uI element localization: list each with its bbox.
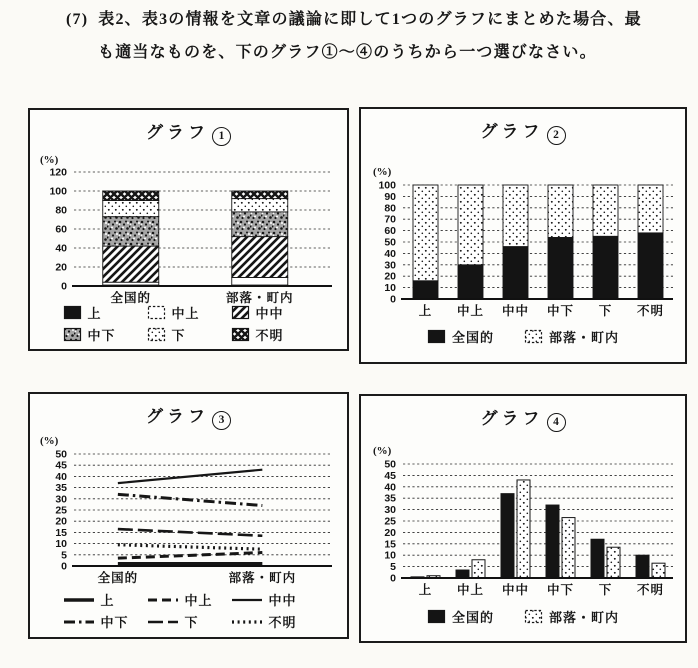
x-axis-label: 上 bbox=[418, 304, 433, 318]
y-tick-label: 0 bbox=[390, 572, 396, 585]
bar-segment bbox=[548, 237, 573, 299]
legend-line-swatch-icon bbox=[63, 616, 95, 628]
bar-segment bbox=[232, 237, 288, 278]
x-axis-label: 中上 bbox=[456, 583, 485, 597]
bar-segment bbox=[638, 233, 663, 299]
bar bbox=[607, 547, 620, 578]
legend-label: 上 bbox=[87, 306, 102, 321]
legend-line-swatch-icon bbox=[147, 594, 179, 606]
circled-number-icon: 1 bbox=[212, 127, 231, 146]
y-tick-label: 20 bbox=[384, 270, 396, 283]
bar-segment bbox=[103, 246, 159, 282]
bar-segment bbox=[458, 185, 483, 265]
bar-segment bbox=[503, 247, 528, 299]
graph2-panel bbox=[359, 107, 687, 364]
y-tick-label: 20 bbox=[384, 526, 396, 539]
y-tick-label: 60 bbox=[384, 225, 396, 238]
y-tick-label: 80 bbox=[55, 204, 67, 217]
legend-swatch-icon bbox=[147, 327, 166, 342]
graph2-chart bbox=[361, 109, 685, 362]
graph4-legend bbox=[367, 607, 679, 626]
y-tick-label: 30 bbox=[384, 504, 396, 517]
bar bbox=[546, 505, 559, 578]
legend-item bbox=[147, 325, 231, 344]
bar bbox=[652, 563, 665, 578]
x-axis-label: 中上 bbox=[456, 304, 485, 318]
x-axis-label: 下 bbox=[598, 583, 613, 597]
y-tick-label: 0 bbox=[61, 560, 67, 573]
legend-item bbox=[231, 325, 315, 344]
x-axis-label: 中下 bbox=[546, 583, 575, 597]
legend-line-swatch-icon bbox=[147, 616, 179, 628]
legend-item bbox=[524, 327, 619, 346]
legend-item bbox=[427, 607, 494, 626]
unit-label: (%) bbox=[40, 154, 59, 166]
y-tick-label: 100 bbox=[49, 185, 67, 198]
legend-label: 全国的 bbox=[451, 330, 494, 345]
data-line bbox=[118, 494, 262, 505]
legend-item bbox=[147, 612, 231, 631]
x-axis-label: 中中 bbox=[501, 304, 530, 318]
bars bbox=[103, 191, 288, 286]
y-tick-label: 45 bbox=[384, 469, 396, 482]
legend-label: 中下 bbox=[87, 328, 116, 343]
y-tick-label: 40 bbox=[55, 242, 67, 255]
y-tick-label: 15 bbox=[384, 538, 396, 551]
graph3-legend bbox=[36, 590, 341, 631]
bar-segment bbox=[548, 185, 573, 237]
bar-segment bbox=[593, 236, 618, 299]
legend-item bbox=[63, 590, 147, 609]
legend-item bbox=[231, 590, 315, 609]
graph4-panel bbox=[359, 394, 687, 643]
legend-label: 部落・町内 bbox=[549, 610, 620, 625]
graph3-panel bbox=[28, 392, 349, 639]
question-block bbox=[66, 10, 676, 63]
legend-label: 中下 bbox=[100, 615, 129, 630]
y-tick-label: 40 bbox=[384, 247, 396, 260]
legend-item bbox=[63, 325, 147, 344]
legend-item bbox=[231, 612, 315, 631]
graph1-legend bbox=[36, 303, 341, 344]
y-tick-label: 90 bbox=[384, 190, 396, 203]
legend-label: 全国的 bbox=[451, 610, 494, 625]
y-tick-label: 10 bbox=[55, 538, 67, 551]
y-tick-label: 50 bbox=[384, 458, 396, 471]
graph3-title-label: グラフ bbox=[146, 407, 209, 426]
legend-swatch-icon bbox=[63, 305, 82, 320]
y-tick-label: 10 bbox=[384, 549, 396, 562]
y-tick-label: 5 bbox=[390, 561, 396, 574]
bar-segment bbox=[503, 185, 528, 247]
circled-number-icon: 4 bbox=[547, 413, 566, 432]
legend-label: 不明 bbox=[268, 615, 297, 630]
x-axis-label: 全国的 bbox=[97, 571, 139, 585]
legend-item bbox=[63, 303, 147, 322]
y-tick-label: 100 bbox=[378, 179, 396, 192]
x-axis-label: 全国的 bbox=[110, 291, 152, 305]
y-tick-label: 35 bbox=[55, 482, 67, 495]
graph1-title-label: グラフ bbox=[146, 123, 209, 142]
y-tick-label: 25 bbox=[55, 504, 67, 517]
graph3-title bbox=[30, 402, 347, 430]
y-tick-label: 40 bbox=[384, 481, 396, 494]
bar-segment bbox=[103, 201, 159, 217]
x-axis-label: 不明 bbox=[636, 304, 665, 318]
legend-item bbox=[147, 590, 231, 609]
bar-segment bbox=[413, 185, 438, 281]
unit-label: (%) bbox=[40, 435, 59, 447]
legend-swatch-icon bbox=[63, 327, 82, 342]
unit-label: (%) bbox=[373, 166, 392, 178]
legend-item bbox=[231, 303, 315, 322]
y-tick-label: 50 bbox=[55, 448, 67, 461]
bar bbox=[591, 539, 604, 578]
y-tick-label: 0 bbox=[390, 293, 396, 306]
graph1-panel bbox=[28, 108, 349, 351]
legend-label: 中中 bbox=[268, 593, 297, 608]
graph1-title bbox=[30, 118, 347, 146]
bar bbox=[472, 560, 485, 578]
circled-number-icon: 3 bbox=[212, 411, 231, 430]
graph4-title-label: グラフ bbox=[480, 409, 544, 428]
legend-swatch-icon bbox=[427, 329, 446, 344]
bar bbox=[517, 480, 530, 578]
y-tick-label: 45 bbox=[55, 459, 67, 472]
data-line bbox=[118, 553, 262, 559]
gridlines bbox=[49, 167, 332, 293]
bar bbox=[456, 570, 469, 578]
x-axis-label: 部落・町内 bbox=[228, 571, 297, 585]
legend-label: 下 bbox=[184, 615, 199, 630]
legend-label: 中上 bbox=[171, 306, 200, 321]
bar-segment bbox=[458, 265, 483, 299]
bar bbox=[636, 555, 649, 578]
legend-label: 不明 bbox=[255, 328, 284, 343]
bar-segment bbox=[638, 185, 663, 233]
bars bbox=[411, 480, 665, 578]
bar-segment bbox=[413, 281, 438, 299]
legend-swatch-icon bbox=[231, 305, 250, 320]
legend-label: 中中 bbox=[255, 306, 284, 321]
legend-item bbox=[427, 327, 494, 346]
graph4-title bbox=[361, 404, 685, 432]
question-line-1 bbox=[66, 10, 676, 30]
bar bbox=[562, 518, 575, 578]
legend-label: 下 bbox=[171, 328, 186, 343]
question-text-line-2: も適当なものを、下のグラフ①～④のうちから一つ選びなさい。 bbox=[98, 44, 597, 61]
y-tick-label: 15 bbox=[55, 526, 67, 539]
x-axis-label: 下 bbox=[598, 304, 613, 318]
legend-item bbox=[63, 612, 147, 631]
bar-segment bbox=[593, 185, 618, 236]
legend-swatch-icon bbox=[524, 609, 543, 624]
bar-segment bbox=[103, 217, 159, 246]
x-axis-label: 不明 bbox=[636, 583, 665, 597]
legend-swatch-icon bbox=[524, 329, 543, 344]
legend-label: 部落・町内 bbox=[549, 330, 620, 345]
y-tick-label: 80 bbox=[384, 202, 396, 215]
legend-line-swatch-icon bbox=[231, 616, 263, 628]
x-axis-label: 中中 bbox=[501, 583, 530, 597]
bar bbox=[501, 494, 514, 578]
legend-item bbox=[147, 303, 231, 322]
y-tick-label: 5 bbox=[61, 549, 67, 562]
y-tick-label: 70 bbox=[384, 213, 396, 226]
legend-swatch-icon bbox=[427, 609, 446, 624]
graph2-legend bbox=[367, 327, 679, 346]
legend-label: 上 bbox=[100, 593, 115, 608]
y-tick-label: 10 bbox=[384, 282, 396, 295]
x-axis-label: 中下 bbox=[546, 304, 575, 318]
graph2-title-label: グラフ bbox=[480, 122, 544, 141]
y-tick-label: 40 bbox=[55, 470, 67, 483]
legend-line-swatch-icon bbox=[63, 594, 95, 606]
graph4-chart bbox=[361, 396, 685, 641]
y-tick-label: 35 bbox=[384, 492, 396, 505]
y-tick-label: 30 bbox=[384, 259, 396, 272]
graph2-title bbox=[361, 117, 685, 145]
legend-item bbox=[524, 607, 619, 626]
y-tick-label: 25 bbox=[384, 515, 396, 528]
x-axis-label: 部落・町内 bbox=[226, 291, 294, 305]
legend-line-swatch-icon bbox=[231, 594, 263, 606]
bar-segment bbox=[103, 191, 159, 201]
x-axis-label: 上 bbox=[418, 583, 433, 597]
y-tick-label: 60 bbox=[55, 223, 67, 236]
circled-number-icon: 2 bbox=[547, 126, 566, 145]
question-text-line-1: 表2、表3の情報を文章の議論に即して1つのグラフにまとめた場合、最 bbox=[98, 11, 642, 28]
y-tick-label: 30 bbox=[55, 493, 67, 506]
y-tick-label: 20 bbox=[55, 261, 67, 274]
legend-swatch-icon bbox=[231, 327, 250, 342]
y-tick-label: 50 bbox=[384, 236, 396, 249]
legend-swatch-icon bbox=[147, 305, 166, 320]
legend-label: 中上 bbox=[184, 593, 213, 608]
bar-segment bbox=[232, 277, 288, 285]
unit-label: (%) bbox=[373, 445, 392, 457]
y-tick-label: 0 bbox=[61, 280, 67, 293]
bar-segment bbox=[232, 212, 288, 237]
question-number: (7) bbox=[66, 11, 89, 28]
y-tick-label: 120 bbox=[49, 166, 67, 179]
bar-segment bbox=[232, 191, 288, 199]
data-line bbox=[118, 545, 262, 549]
y-tick-label: 20 bbox=[55, 515, 67, 528]
bar-segment bbox=[232, 199, 288, 212]
